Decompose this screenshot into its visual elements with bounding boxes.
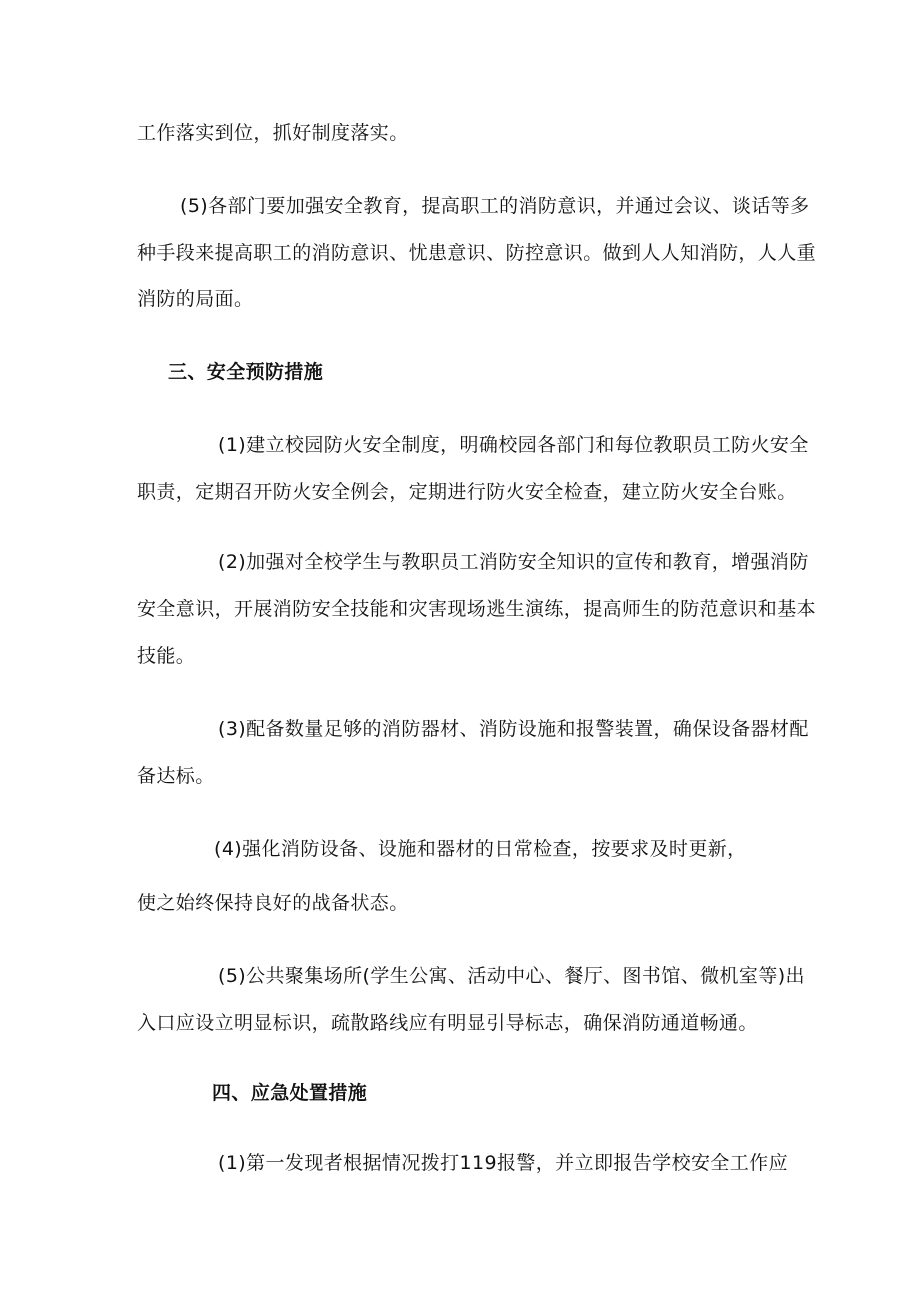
paragraph-line: 种手段来提高职工的消防意识、忧患意识、防控意识。做到人人知消防，人人重: [137, 242, 817, 264]
paragraph-line: 备达标。: [137, 765, 215, 787]
paragraph-line: (1)第一发现者根据情况拨打119报警，并立即报告学校安全工作应: [218, 1152, 788, 1174]
paragraph-line: 技能。: [137, 645, 196, 667]
paragraph-line: 工作落实到位，抓好制度落实。: [137, 122, 409, 144]
paragraph-line: (4)强化消防设备、设施和器材的日常检查，按要求及时更新，: [214, 838, 747, 860]
paragraph-line: 使之始终保持良好的战备状态。: [137, 892, 409, 914]
paragraph-line: (2)加强对全校学生与教职员工消防安全知识的宣传和教育，增强消防: [218, 551, 809, 573]
paragraph-line: 入口应设立明显标识，疏散路线应有明显引导标志，确保消防通道畅通。: [137, 1012, 758, 1034]
section-heading: 四、应急处置措施: [212, 1082, 368, 1104]
paragraph-line: 消防的局面。: [137, 288, 254, 310]
section-heading: 三、安全预防措施: [168, 361, 324, 383]
paragraph-line: 安全意识，开展消防安全技能和灾害现场逃生演练，提高师生的防范意识和基本: [137, 598, 817, 620]
paragraph-line: (1)建立校园防火安全制度，明确校园各部门和每位教职员工防火安全: [218, 434, 809, 456]
paragraph-line: (5)各部门要加强安全教育，提高职工的消防意识，并通过会议、谈话等多: [180, 195, 810, 217]
paragraph-line: (5)公共聚集场所(学生公寓、活动中心、餐厅、图书馆、微机室等)出: [218, 965, 805, 987]
paragraph-line: (3)配备数量足够的消防器材、消防设施和报警装置，确保设备器材配: [218, 718, 809, 740]
paragraph-line: 职责，定期召开防火安全例会，定期进行防火安全检查，建立防火安全台账。: [137, 481, 797, 503]
